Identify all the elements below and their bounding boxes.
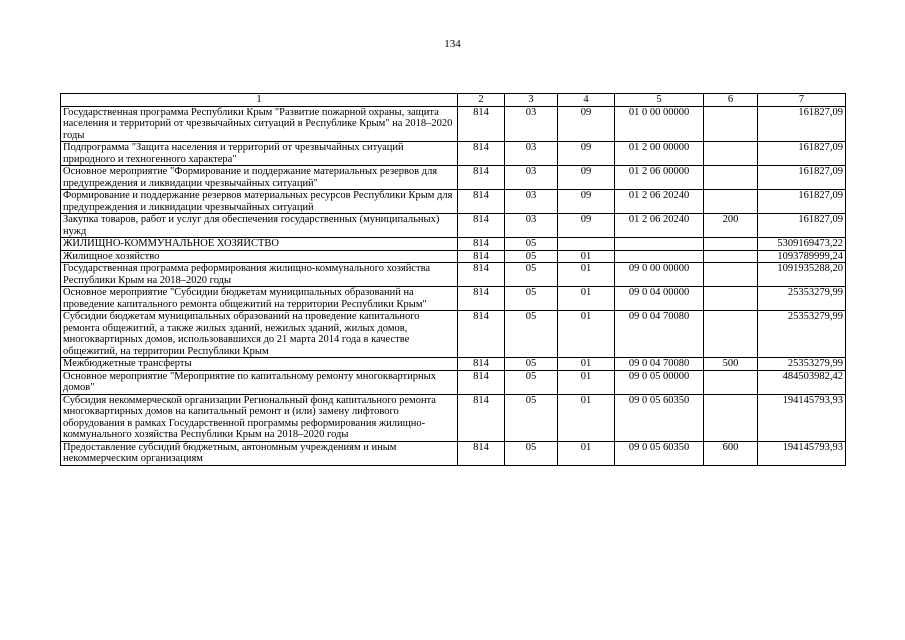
cell-code-2: 814	[458, 370, 505, 394]
cell-code-4: 01	[558, 263, 615, 287]
cell-amount: 25353279,99	[758, 311, 846, 358]
cell-code-2: 814	[458, 263, 505, 287]
cell-name: Субсидия некоммерческой организации Региональный фонд капитального ремонта многоквартирных домов на капитальный ремонт и (или) замену лифтового оборудования в рамках Государственной программы реформирования жилищно-коммунального хозяйства Республики Крым на 2018–2020 годы	[61, 394, 458, 441]
cell-code-5: 01 2 06 20240	[615, 214, 704, 238]
cell-code-4: 09	[558, 190, 615, 214]
cell-code-6: 200	[704, 214, 758, 238]
cell-code-6	[704, 106, 758, 142]
cell-code-6: 600	[704, 441, 758, 465]
cell-code-4: 01	[558, 287, 615, 311]
cell-code-2: 814	[458, 106, 505, 142]
cell-code-2: 814	[458, 287, 505, 311]
cell-code-3: 05	[505, 250, 558, 263]
cell-code-2: 814	[458, 166, 505, 190]
table-row	[61, 190, 846, 214]
cell-amount: 1093789999,24	[758, 250, 846, 263]
cell-name: Государственная программа реформирования жилищно-коммунального хозяйства Республики Крым на 2018–2020 годы	[61, 263, 458, 287]
cell-name: Основное мероприятие "Субсидии бюджетам муниципальных образований на проведение капитального ремонта общежитий на территории Республики Крым"	[61, 287, 458, 311]
cell-amount: 1091935288,20	[758, 263, 846, 287]
cell-code-5: 09 0 05 60350	[615, 441, 704, 465]
cell-amount: 161827,09	[758, 190, 846, 214]
cell-amount: 161827,09	[758, 142, 846, 166]
cell-code-3: 05	[505, 358, 558, 371]
cell-code-3: 03	[505, 214, 558, 238]
cell-code-5: 09 0 05 60350	[615, 394, 704, 441]
table-row	[61, 441, 846, 465]
table-row	[61, 106, 846, 142]
table-row	[61, 358, 846, 371]
table-row	[61, 214, 846, 238]
cell-code-3: 05	[505, 370, 558, 394]
cell-code-3: 03	[505, 106, 558, 142]
cell-code-3: 05	[505, 311, 558, 358]
cell-code-3: 05	[505, 238, 558, 251]
cell-code-6	[704, 394, 758, 441]
cell-name: ЖИЛИЩНО-КОММУНАЛЬНОЕ ХОЗЯЙСТВО	[61, 238, 458, 251]
cell-code-3: 05	[505, 287, 558, 311]
cell-code-5	[615, 250, 704, 263]
cell-name: Предоставление субсидий бюджетным, автономным учреждениям и иным некоммерческим организациям	[61, 441, 458, 465]
cell-code-4: 09	[558, 106, 615, 142]
cell-code-2: 814	[458, 250, 505, 263]
table-body	[61, 106, 846, 465]
cell-code-6	[704, 287, 758, 311]
cell-code-4: 09	[558, 166, 615, 190]
cell-code-6	[704, 166, 758, 190]
table-row	[61, 142, 846, 166]
cell-code-5: 09 0 04 70080	[615, 311, 704, 358]
cell-code-5: 09 0 05 00000	[615, 370, 704, 394]
page-number: 134	[444, 38, 461, 50]
table-row	[61, 394, 846, 441]
table-row	[61, 287, 846, 311]
cell-code-5: 01 2 06 00000	[615, 166, 704, 190]
cell-code-6	[704, 250, 758, 263]
table-row	[61, 311, 846, 358]
column-header: 6	[704, 94, 758, 107]
cell-code-4	[558, 238, 615, 251]
table-row	[61, 250, 846, 263]
cell-code-5	[615, 238, 704, 251]
cell-code-6	[704, 263, 758, 287]
cell-name: Основное мероприятие "Формирование и поддержание материальных резервов для предупреждения и ликвидации чрезвычайных ситуаций"	[61, 166, 458, 190]
cell-code-6	[704, 190, 758, 214]
cell-code-6	[704, 370, 758, 394]
cell-code-4: 01	[558, 370, 615, 394]
column-header: 2	[458, 94, 505, 107]
cell-code-3: 03	[505, 190, 558, 214]
cell-name: Межбюджетные трансферты	[61, 358, 458, 371]
cell-code-6	[704, 311, 758, 358]
column-header: 1	[61, 94, 458, 107]
cell-code-4: 01	[558, 311, 615, 358]
cell-code-4: 09	[558, 214, 615, 238]
cell-name: Субсидии бюджетам муниципальных образований на проведение капитального ремонта общежитий, а также жилых зданий, нежилых зданий, жилых домов, многоквартирных домов, использовавшихся до 21 марта 2014 года в качестве общежитий, на территории Республики Крым	[61, 311, 458, 358]
cell-code-3: 05	[505, 441, 558, 465]
cell-code-5: 01 2 06 20240	[615, 190, 704, 214]
cell-code-4: 01	[558, 358, 615, 371]
cell-code-6: 500	[704, 358, 758, 371]
cell-name: Жилищное хозяйство	[61, 250, 458, 263]
cell-code-3: 05	[505, 394, 558, 441]
cell-amount: 194145793,93	[758, 394, 846, 441]
table-row	[61, 166, 846, 190]
cell-code-5: 09 0 04 70080	[615, 358, 704, 371]
table-row	[61, 263, 846, 287]
cell-code-5: 01 0 00 00000	[615, 106, 704, 142]
cell-code-5: 01 2 00 00000	[615, 142, 704, 166]
column-header: 4	[558, 94, 615, 107]
cell-code-2: 814	[458, 190, 505, 214]
cell-amount: 161827,09	[758, 214, 846, 238]
cell-code-3: 05	[505, 263, 558, 287]
cell-code-2: 814	[458, 358, 505, 371]
cell-amount: 161827,09	[758, 106, 846, 142]
column-header: 5	[615, 94, 704, 107]
cell-code-4: 01	[558, 394, 615, 441]
cell-code-4: 09	[558, 142, 615, 166]
header-row	[61, 94, 846, 107]
cell-code-5: 09 0 04 00000	[615, 287, 704, 311]
cell-amount: 194145793,93	[758, 441, 846, 465]
table-row	[61, 370, 846, 394]
cell-name: Закупка товаров, работ и услуг для обеспечения государственных (муниципальных) нужд	[61, 214, 458, 238]
cell-code-2: 814	[458, 441, 505, 465]
cell-code-4: 01	[558, 250, 615, 263]
table-row	[61, 238, 846, 251]
cell-name: Подпрограмма "Защита населения и территорий от чрезвычайных ситуаций природного и техногенного характера"	[61, 142, 458, 166]
cell-amount: 5309169473,22	[758, 238, 846, 251]
cell-code-6	[704, 238, 758, 251]
budget-table	[60, 93, 846, 466]
cell-name: Основное мероприятие "Мероприятие по капитальному ремонту многоквартирных домов"	[61, 370, 458, 394]
cell-amount: 161827,09	[758, 166, 846, 190]
cell-code-2: 814	[458, 142, 505, 166]
cell-code-3: 03	[505, 142, 558, 166]
column-header: 7	[758, 94, 846, 107]
cell-amount: 25353279,99	[758, 287, 846, 311]
column-header: 3	[505, 94, 558, 107]
cell-code-2: 814	[458, 311, 505, 358]
cell-code-5: 09 0 00 00000	[615, 263, 704, 287]
cell-amount: 25353279,99	[758, 358, 846, 371]
cell-amount: 484503982,42	[758, 370, 846, 394]
cell-name: Формирование и поддержание резервов материальных ресурсов Республики Крым для предупреждения и ликвидации чрезвычайных ситуаций	[61, 190, 458, 214]
cell-code-6	[704, 142, 758, 166]
cell-code-3: 03	[505, 166, 558, 190]
cell-code-2: 814	[458, 238, 505, 251]
cell-code-2: 814	[458, 214, 505, 238]
cell-name: Государственная программа Республики Крым "Развитие пожарной охраны, защита населения и территорий от чрезвычайных ситуаций в Республике Крым" на 2018–2020 годы	[61, 106, 458, 142]
cell-code-4: 01	[558, 441, 615, 465]
cell-code-2: 814	[458, 394, 505, 441]
